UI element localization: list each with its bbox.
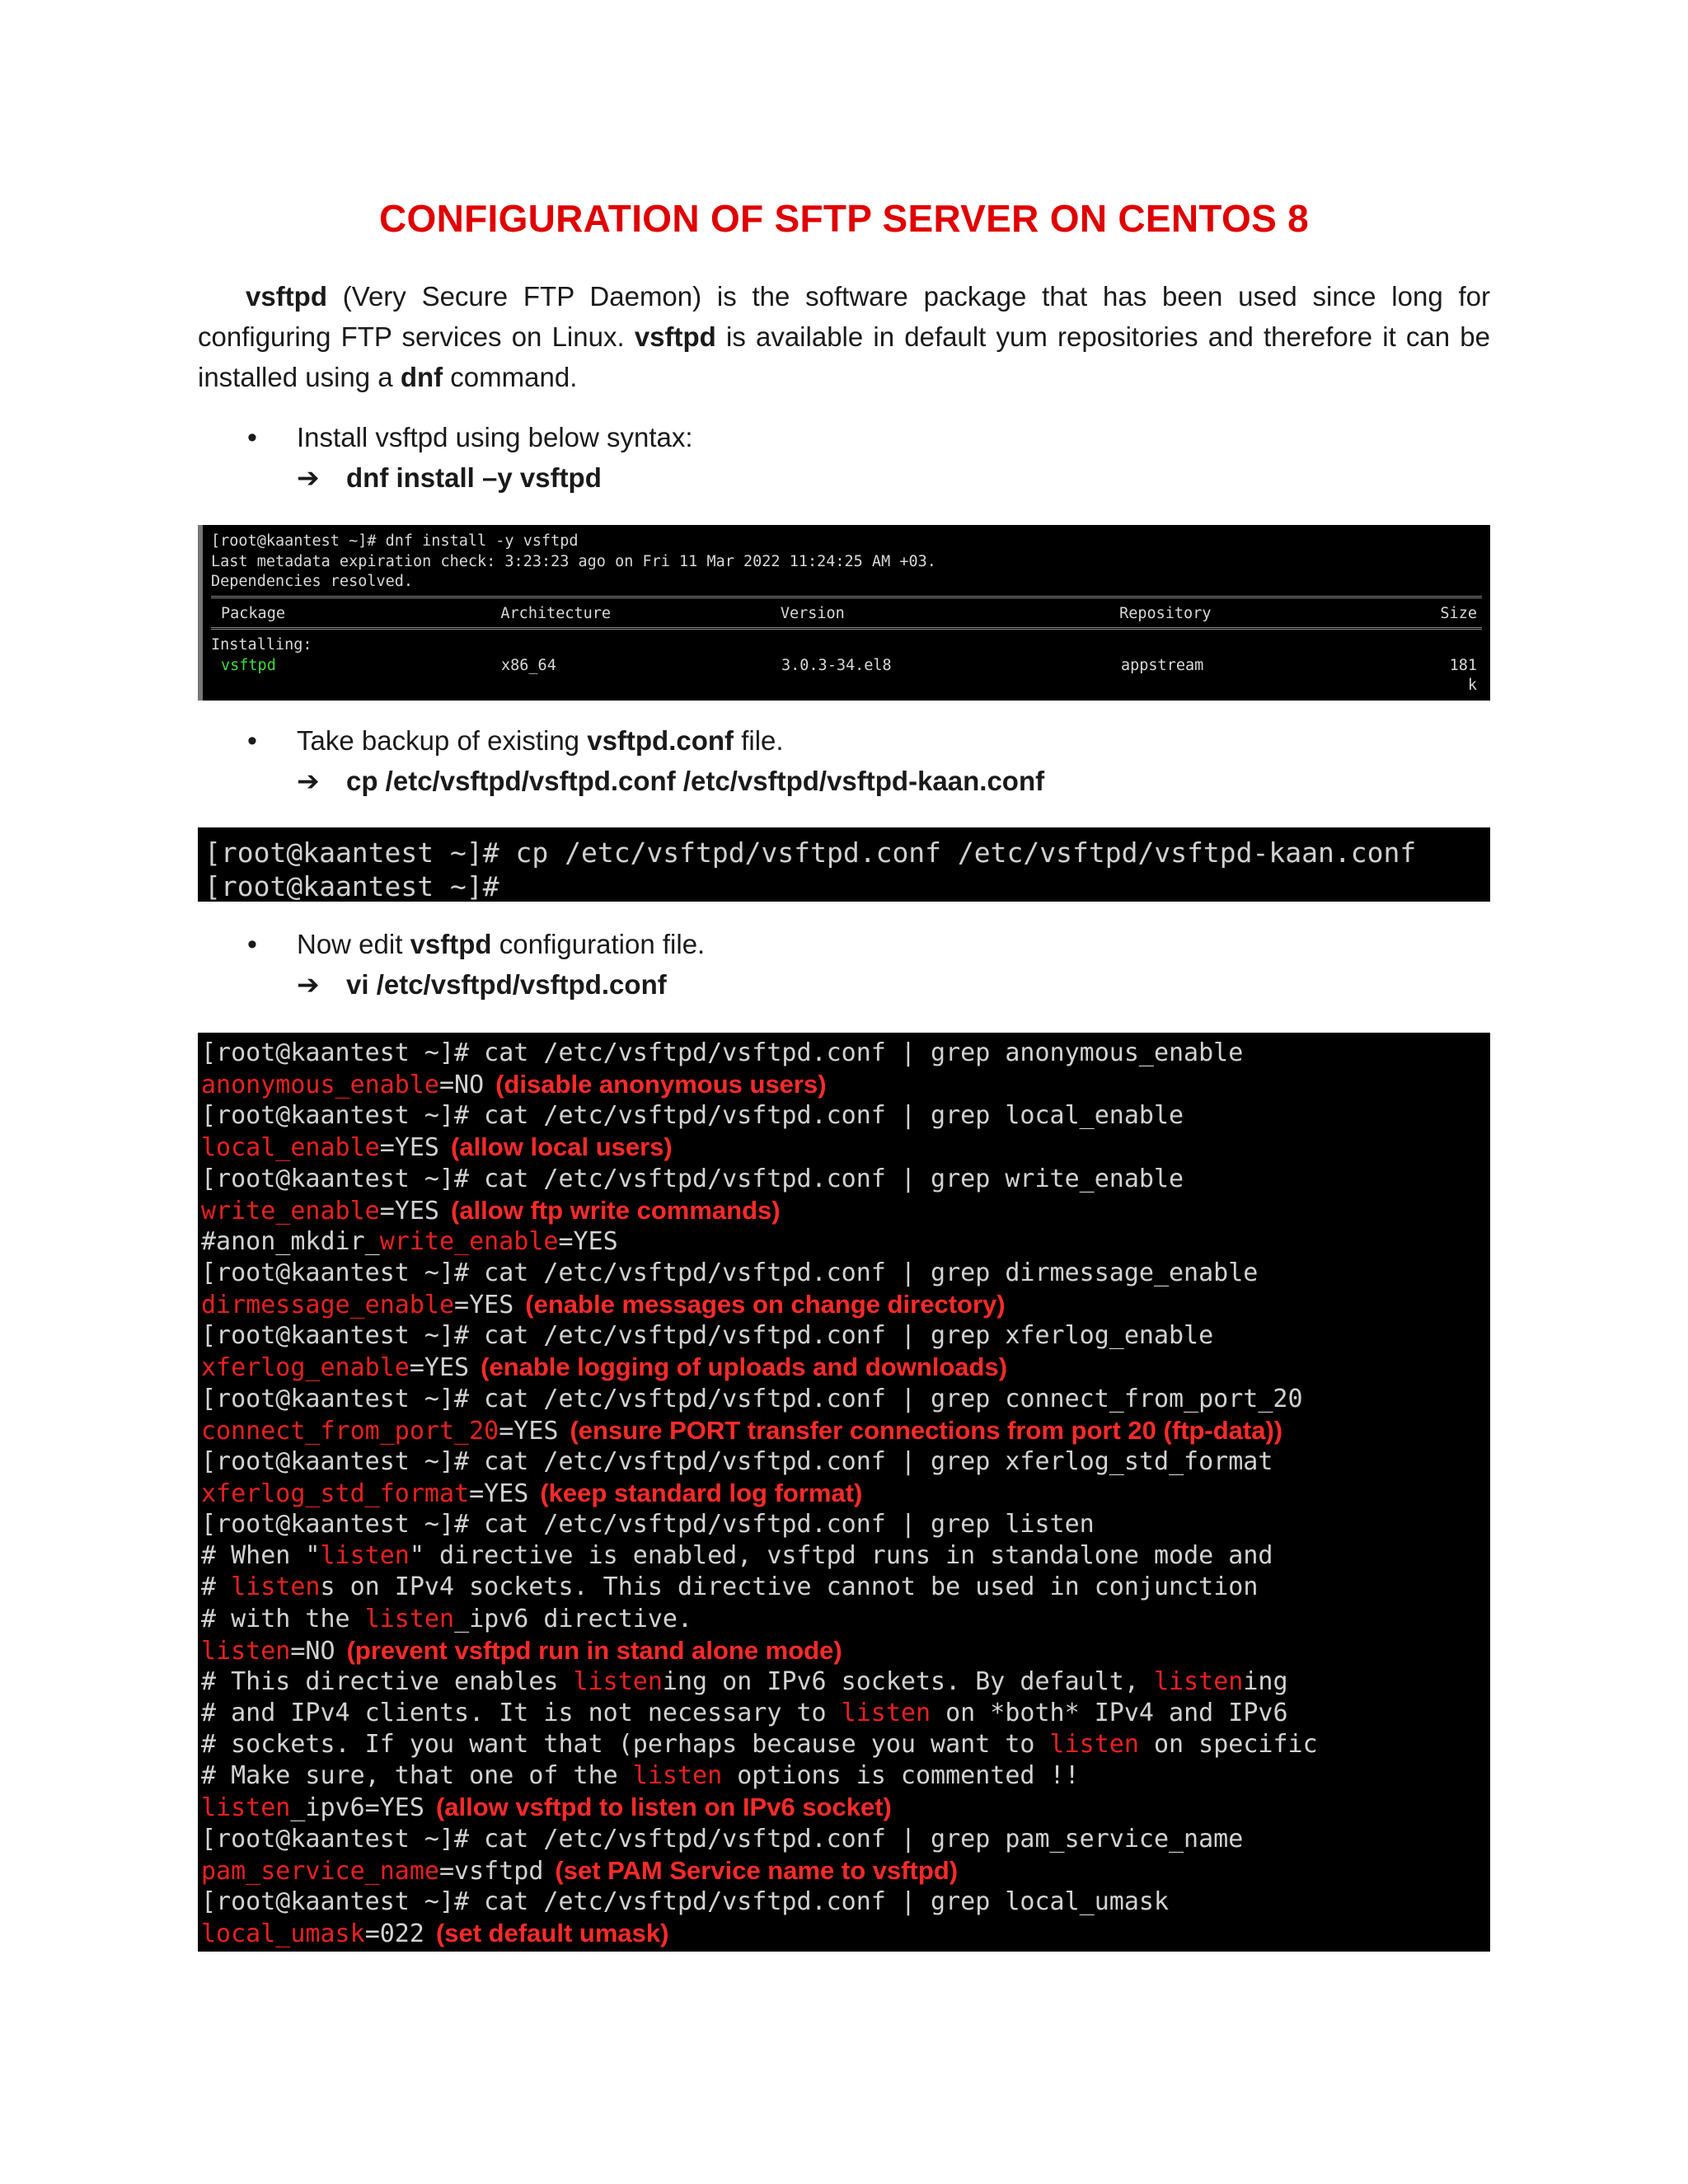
config-key: xferlog_std_format [201,1479,470,1508]
config-key: anonymous_enable [201,1071,439,1100]
arrow-icon: ➔ [297,766,320,796]
line-prefix: # When " [201,1541,321,1571]
config-value: =022 [364,1919,424,1948]
terminal-line: [root@kaantest ~]# [204,870,499,902]
annotation: (keep standard log format) [540,1478,863,1507]
command-text: [root@kaantest ~]# cat /etc/vsftpd/vsftpd.conf | grep xferlog_std_format [201,1446,1273,1476]
annotation: (allow ftp write commands) [451,1195,781,1225]
terminal-dnf-install [198,525,1490,701]
step-1-command [297,462,1490,494]
annotation: (allow local users) [451,1132,673,1162]
command-text: [root@kaantest ~]# cat /etc/vsftpd/vsftpd.conf | grep dirmessage_enable [201,1258,1259,1287]
config-line [201,1509,1487,1540]
step-3-text-post: configuration file. [491,929,706,959]
config-value: ing on IPv6 sockets. By default, [662,1666,1154,1696]
config-line [201,1195,1487,1226]
command-text: [root@kaantest ~]# cat /etc/vsftpd/vsftpd.conf | grep listen [201,1510,1095,1540]
config-line [201,1635,1487,1666]
config-value: " directive is enabled, vsftpd runs in standalone mode and [409,1541,1273,1571]
intro-paragraph [198,276,1490,397]
line-prefix: # sockets. If you want that (perhaps because you want to [201,1730,1050,1760]
config-line [201,1855,1487,1886]
config-value: =NO [438,1071,485,1100]
config-key: listen [841,1698,931,1727]
step-3-text-bold: vsftpd [410,929,492,959]
terminal-config-grep [198,1033,1490,1952]
annotation: (enable messages on change directory) [525,1290,1006,1319]
header-package: Package [221,604,285,622]
command-text: [root@kaantest ~]# cat /etc/vsftpd/vsftpd.conf | grep local_enable [201,1101,1184,1131]
terminal-backup [198,827,1490,902]
config-key: local_enable [201,1133,380,1163]
command-text: [root@kaantest ~]# cat /etc/vsftpd/vsftpd.conf | grep anonymous_enable [201,1038,1244,1067]
config-line [201,1100,1487,1132]
config-line [201,1164,1487,1195]
config-key: dirmessage_enable [201,1291,455,1320]
command-text: [root@kaantest ~]# cat /etc/vsftpd/vsftpd.conf | grep connect_from_port_20 [201,1384,1303,1413]
header-size: Size [1440,604,1477,622]
config-key: connect_from_port_20 [201,1416,499,1446]
config-line [201,1352,1487,1383]
config-value: s on IPv4 sockets. This directive cannot be used in conjunction [320,1572,1259,1602]
annotation: (disable anonymous users) [495,1070,827,1099]
config-line [201,1038,1487,1069]
config-line [201,1666,1487,1698]
config-line [201,1604,1487,1635]
line-prefix: # with the [201,1604,365,1633]
command-text: [root@kaantest ~]# cat /etc/vsftpd/vsftpd.conf | grep pam_service_name [201,1824,1244,1854]
config-value: =YES [558,1226,618,1256]
config-key: write_enable [201,1196,380,1226]
step-3-command-text: vi /etc/vsftpd/vsftpd.conf [346,969,667,1000]
step-2-command-text: cp /etc/vsftpd/vsftpd.conf /etc/vsftpd/vsftpd-kaan.conf [346,766,1045,796]
config-value: =vsftpd [438,1856,544,1886]
terminal-line: Dependencies resolved. [211,573,414,590]
config-line [201,1289,1487,1320]
config-value: =YES [379,1196,439,1226]
line-prefix: # and IPv4 clients. It is not necessary to [201,1698,842,1727]
bullet-glyph: • [247,422,257,453]
config-key: write_enable [379,1226,559,1256]
config-key: listen [320,1541,410,1571]
config-value: =YES [409,1353,470,1383]
intro-text-1: (Very Secure FTP Daemon) is the software package that has been used since long for configuring FTP services on Linux. [198,281,1490,352]
config-key: listen [632,1761,723,1791]
config-value: ing [1243,1666,1288,1696]
section-installing: Installing: [211,636,312,654]
config-line [201,1132,1487,1163]
annotation: (allow vsftpd to listen on IPv6 socket) [435,1793,892,1822]
step-2-command [297,765,1490,797]
config-key: listen [201,1793,291,1823]
intro-text-3: command. [443,362,578,392]
header-architecture: Architecture [500,604,612,622]
config-line [201,1572,1487,1603]
annotation: (set PAM Service name to vsftpd) [555,1855,959,1885]
cell-architecture: x86_64 [501,656,556,674]
config-key: listen [1153,1666,1244,1696]
config-line [201,1760,1487,1792]
config-line [201,1258,1487,1289]
config-key: listen [231,1572,321,1602]
package-table-row [211,656,1482,696]
cell-package: vsftpd [221,656,276,674]
config-line [201,1918,1487,1949]
step-3-text [297,929,705,960]
step-2-text-post: file. [734,725,784,756]
intro-text-2: is available in default yum repositories and therefore it can be installed using a [198,321,1490,392]
step-1-text: Install vsftpd using below syntax: [297,422,693,452]
line-prefix: # [201,1572,232,1602]
step-3-command [297,968,1490,1001]
intro-bold-2: vsftpd [634,321,716,352]
cell-repository: appstream [1121,656,1204,674]
config-line [201,1729,1487,1760]
bullet-glyph: • [247,725,257,757]
command-text: [root@kaantest ~]# cat /etc/vsftpd/vsftpd.conf | grep local_umask [201,1886,1169,1916]
config-line [201,1698,1487,1729]
config-key: listen [1049,1730,1139,1760]
config-value: _ipv6=YES [290,1793,424,1823]
intro-bold-1: vsftpd [246,281,327,312]
config-line [201,1069,1487,1100]
config-key: listen [201,1636,291,1666]
config-value: =NO [290,1636,335,1666]
config-line [201,1540,1487,1572]
command-text: [root@kaantest ~]# cat /etc/vsftpd/vsftpd.conf | grep write_enable [201,1164,1184,1193]
config-line [201,1415,1487,1446]
config-value: =YES [379,1133,439,1163]
annotation: (prevent vsftpd run in stand alone mode) [346,1635,842,1665]
config-key: local_umask [201,1919,365,1948]
annotation: (ensure PORT transfer connections from port 20 (ftp-data)) [570,1415,1283,1445]
cell-size: 181 k [1449,656,1477,694]
config-line [201,1886,1487,1918]
step-1-command-text: dnf install –y vsftpd [346,462,602,493]
terminal-separator [211,627,1482,632]
config-value: on *both* IPv4 and IPv6 [931,1698,1288,1727]
terminal-line: Last metadata expiration check: 3:23:23 ago on Fri 11 Mar 2022 11:24:25 AM +03. [211,552,936,570]
arrow-icon: ➔ [297,462,320,493]
config-line [201,1226,1487,1258]
terminal-separator [211,596,1482,601]
line-prefix: #anon_mkdir_ [201,1226,380,1256]
bullet-glyph: • [247,929,257,960]
config-line [201,1792,1487,1823]
config-value: _ipv6 directive. [454,1604,693,1633]
header-repository: Repository [1119,604,1212,622]
config-value: =YES [454,1291,514,1320]
terminal-line: [root@kaantest ~]# cp /etc/vsftpd/vsftpd.conf /etc/vsftpd/vsftpd-kaan.conf [204,837,1417,869]
intro-bold-3: dnf [400,362,443,392]
config-value: =YES [469,1479,529,1508]
config-line [201,1384,1487,1415]
page-title: CONFIGURATION OF SFTP SERVER ON CENTOS 8 [378,197,1310,240]
header-version: Version [780,604,845,622]
line-prefix: # Make sure, that one of the [201,1761,633,1791]
config-value: =YES [499,1416,559,1446]
step-3-text-pre: Now edit [297,929,410,959]
config-line [201,1824,1487,1855]
step-2-text-bold: vsftpd.conf [587,725,734,756]
config-value: options is commented !! [722,1761,1080,1791]
annotation: (enable logging of uploads and downloads) [481,1352,1008,1382]
step-2-text-pre: Take backup of existing [297,725,588,756]
command-text: [root@kaantest ~]# cat /etc/vsftpd/vsftpd.conf | grep xferlog_enable [201,1321,1214,1351]
line-prefix: # This directive enables [201,1666,574,1696]
package-table-header [211,604,1482,625]
config-line [201,1478,1487,1509]
config-key: listen [364,1604,455,1633]
annotation: (set default umask) [435,1918,669,1947]
terminal-line: [root@kaantest ~]# dnf install -y vsftpd [211,532,579,550]
config-line [201,1320,1487,1352]
config-value: on specific [1138,1730,1318,1760]
cell-version: 3.0.3-34.el8 [781,656,892,674]
config-key: pam_service_name [201,1856,439,1886]
step-2-text [297,725,784,757]
config-key: xferlog_enable [201,1353,410,1383]
config-key: listen [573,1666,663,1696]
arrow-icon: ➔ [297,969,320,1000]
config-line [201,1446,1487,1478]
